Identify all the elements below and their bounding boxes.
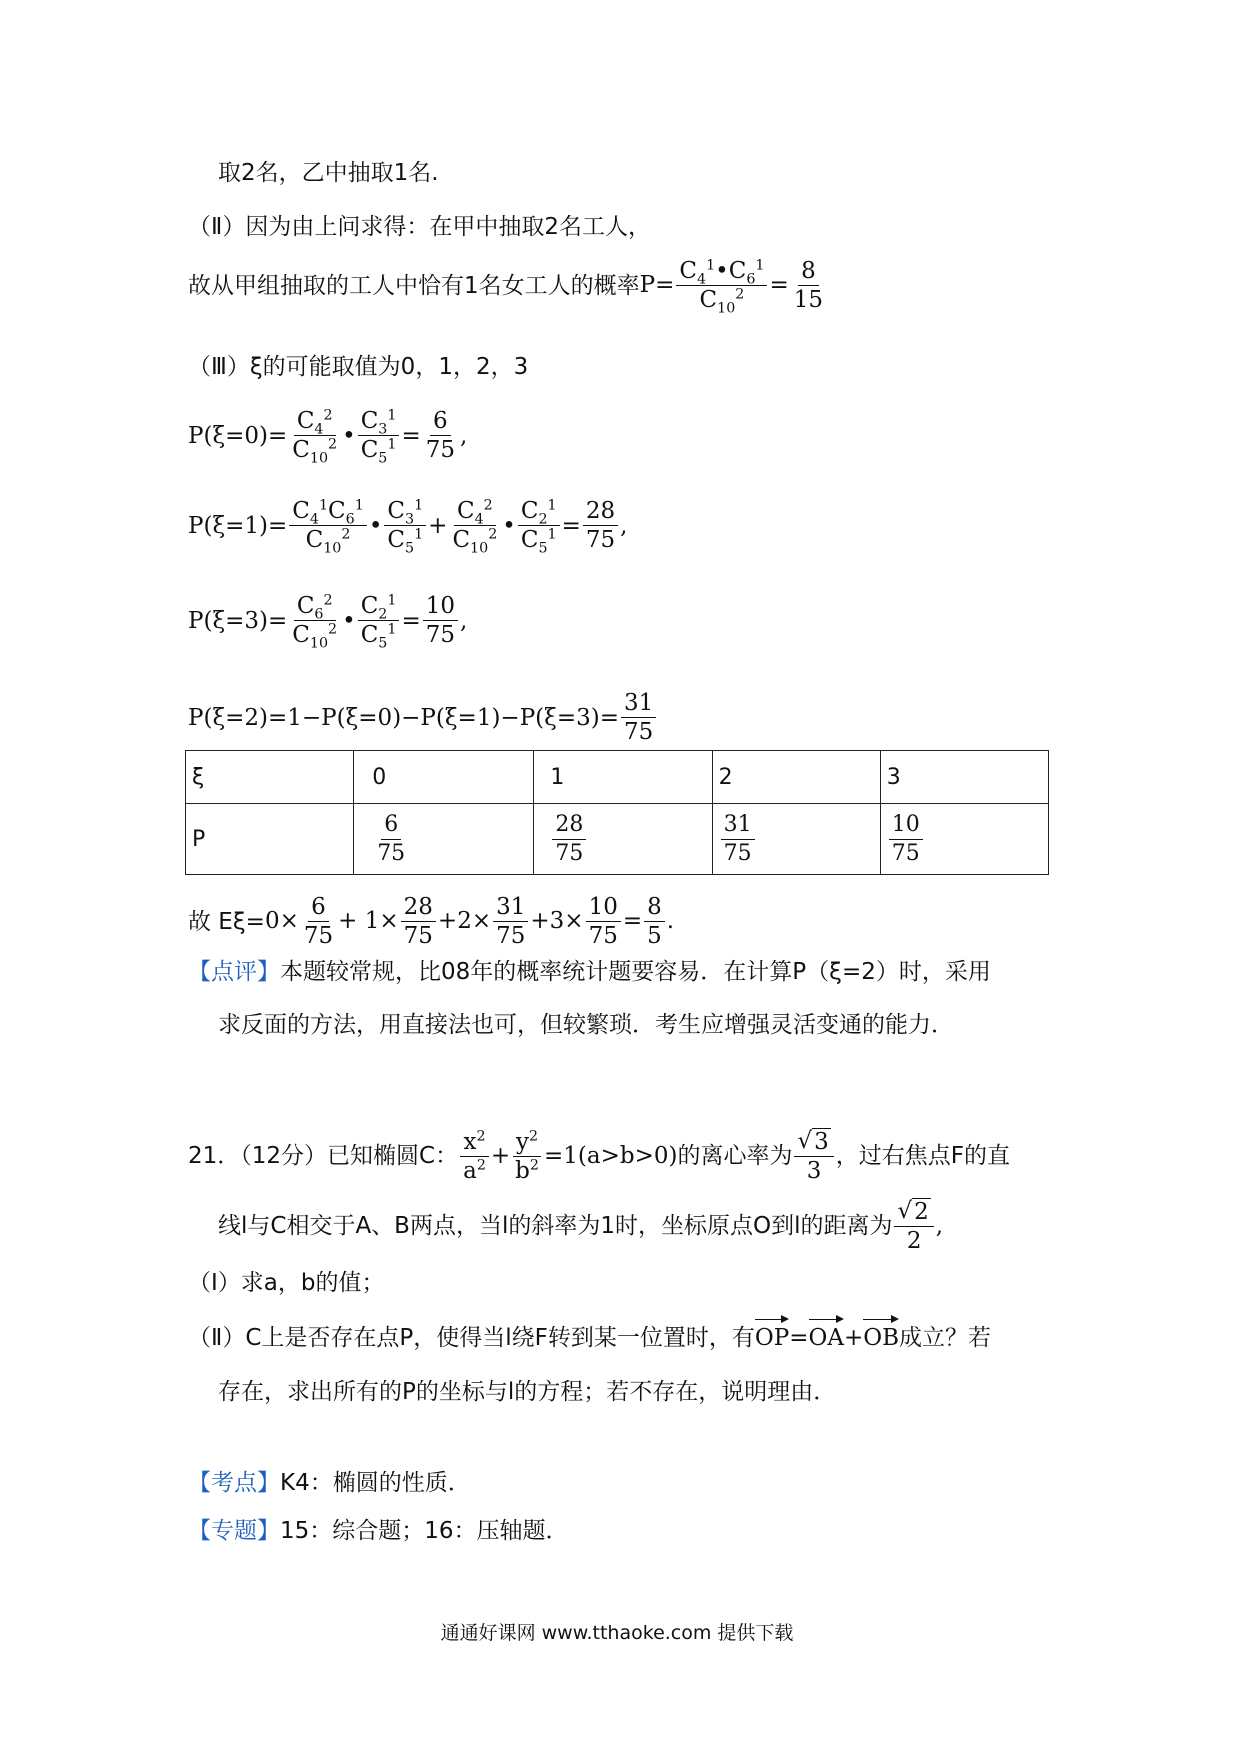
expectation-formula: 0× $\frac{6}{75}$ + 1× $\frac{28}{75}$ +2× $\frac{31}{75}$ +3× $\frac{10}{75}$ = $\frac{8}{5}$ . xyxy=(264,894,675,950)
distance-value: √ 2 2 xyxy=(894,1198,933,1255)
line-4: （Ⅲ）ξ的可能取值为0，1，2，3 xyxy=(188,354,529,380)
q21-line-1 xyxy=(188,1128,1010,1185)
q21-mid: 的离心率为 xyxy=(677,1143,793,1170)
footer: 通通好课网 www.tthaoke.com 提供下载 xyxy=(440,1622,794,1644)
line-1: 取2名，乙中抽取1名. xyxy=(218,160,439,186)
q21-part-1: （Ⅰ）求a，b的值； xyxy=(188,1270,385,1296)
kaodian-line xyxy=(188,1468,471,1498)
p-xi-0: P(ξ=0)= $\frac{C_4^2}{C_{10}^2}$ • $\frac{C_3^1}{C_5^1}$ = $\frac{6}{75}$ , xyxy=(188,407,468,468)
p-xi-2: P(ξ=2)=1−P(ξ=0)−P(ξ=1)−P(ξ=3)= $\frac{31}{75}$ xyxy=(188,690,658,746)
zhuanti-tag: 【专题】 xyxy=(188,1518,280,1544)
q21-part-2-a: （Ⅱ）C上是否存在点P，使得当l绕F转到某一位置时，有 xyxy=(188,1325,755,1351)
table-cell: $\frac{10}{75}$ xyxy=(880,804,1048,875)
comment-tag: 【点评】 xyxy=(188,959,280,985)
vector-equation: OP=OA+OB xyxy=(754,1325,900,1351)
zhuanti-line xyxy=(188,1516,569,1546)
q21-prefix: 21．（12分）已知椭圆C： xyxy=(188,1143,459,1170)
line-2: （Ⅱ）因为由上问求得：在甲中抽取2名工人， xyxy=(188,214,651,240)
kaodian-text: K4：椭圆的性质． xyxy=(280,1470,471,1496)
table-cell: $\frac{31}{75}$ xyxy=(712,804,880,875)
zhuanti-text: 15：综合题；16：压轴题． xyxy=(280,1518,569,1544)
comment-line-2: 求反面的方法，用直接法也可，但较繁琐．考生应增强灵活变通的能力． xyxy=(218,1012,954,1038)
expectation-prefix: 故 Eξ= xyxy=(188,908,265,935)
q21-suffix: ，过右焦点F的直 xyxy=(835,1143,1010,1170)
kaodian-tag: 【考点】 xyxy=(188,1470,280,1496)
table-cell: $\frac{28}{75}$ xyxy=(534,804,712,875)
q21-line-2-text: 线l与C相交于A、B两点，当l的斜率为1时，坐标原点O到l的距离为 xyxy=(218,1213,893,1240)
distribution-table xyxy=(185,750,1049,875)
ellipse-equation: $\frac{x^2}{a^2}$ + $\frac{y^2}{b^2}$ =1(a>b>0) xyxy=(458,1129,677,1185)
line-3-text: 故从甲组抽取的工人中恰有1名女工人的概率 xyxy=(188,272,640,299)
table-cell: $\frac{6}{75}$ xyxy=(354,804,534,875)
table-row-values xyxy=(186,751,1049,804)
table-cell: 3 xyxy=(880,751,1048,804)
eccentricity-value: √ 3 3 xyxy=(794,1128,833,1185)
q21-line-2: 线l与C相交于A、B两点，当l的斜率为1时，坐标原点O到l的距离为 √ 2 2 , xyxy=(218,1198,944,1255)
table-cell: 0 xyxy=(354,751,534,804)
table-cell: P xyxy=(186,804,354,875)
line-3 xyxy=(188,257,828,318)
comment-line-1 xyxy=(188,957,991,987)
q21-part-2-line-2: 存在，求出所有的P的坐标与l的方程；若不存在，说明理由． xyxy=(218,1379,837,1405)
p-xi-3: P(ξ=3)= $\frac{C_6^2}{C_{10}^2}$ • $\frac{C_2^1}{C_5^1}$ = $\frac{10}{75}$ , xyxy=(188,592,468,653)
comment-text-1: 本题较常规，比08年的概率统计题要容易．在计算P（ξ=2）时，采用 xyxy=(280,959,991,985)
prob-formula-1: P= $\frac{C_4^1•C_6^1}{C_{10}^2}$ = $\frac{8}{15}$ xyxy=(639,257,824,318)
table-cell: ξ xyxy=(186,751,354,804)
table-cell: 1 xyxy=(534,751,712,804)
table-cell: 2 xyxy=(712,751,880,804)
q21-part-2-b: 成立？若 xyxy=(899,1325,992,1351)
p-xi-1: P(ξ=1)= $\frac{C_4^1C_6^1}{C_{10}^2}$ • $\frac{C_3^1}{C_5^1}$ + $\frac{C_4^2}{C_{10}^2}$ • $\frac{C_2^1}{C_5^1}$ = $\frac{28}{75}$ , xyxy=(188,497,628,558)
table-row-probabilities xyxy=(186,804,1049,875)
q21-part-2-line-1 xyxy=(188,1323,991,1353)
expectation-line xyxy=(188,894,674,950)
